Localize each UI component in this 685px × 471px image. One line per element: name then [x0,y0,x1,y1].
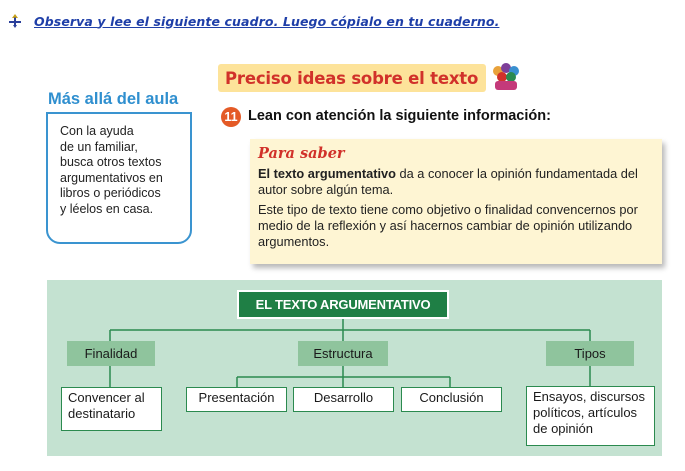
leaf-conclusion: Conclusión [401,387,502,412]
definition-term: El texto argumentativo [258,166,396,181]
concept-map-root: EL TEXTO ARGUMENTATIVO [237,290,449,319]
section-title: Preciso ideas sobre el texto [225,68,479,88]
instruction-text: Observa y lee el siguiente cuadro. Luego cópialo en tu cuaderno. [34,13,500,29]
leaf-desarrollo: Desarrollo [293,387,394,412]
category-estructura: Estructura [298,341,388,366]
activity-instruction: Lean con atención la siguiente información: [248,108,551,124]
leaf-convencer: Convencer al destinatario [61,387,162,431]
leaf-presentacion: Presentación [186,387,287,412]
purpose-paragraph: Este tipo de texto tiene como objetivo o finalidad convencernos por medio de la reflexión y así hacernos cambiar de opinión utilizando argumentos. [258,202,638,249]
leaf-tipos: Ensayos, discursos políticos, artículos de opinión [526,386,655,446]
category-finalidad: Finalidad [67,341,155,366]
sidebar-box: Con la ayuda de un familiar, busca otros textos argumentativos en libros o periódicos y léelos en casa. [46,112,192,244]
category-tipos: Tipos [546,341,634,366]
para-saber-title: Para saber [258,145,345,162]
activity-number-badge: 11 [221,107,241,127]
sidebar-title: Más allá del aula [48,90,179,108]
definition-text: da a conocer la opinión fundamentada del autor sobre algún tema. [258,166,638,197]
